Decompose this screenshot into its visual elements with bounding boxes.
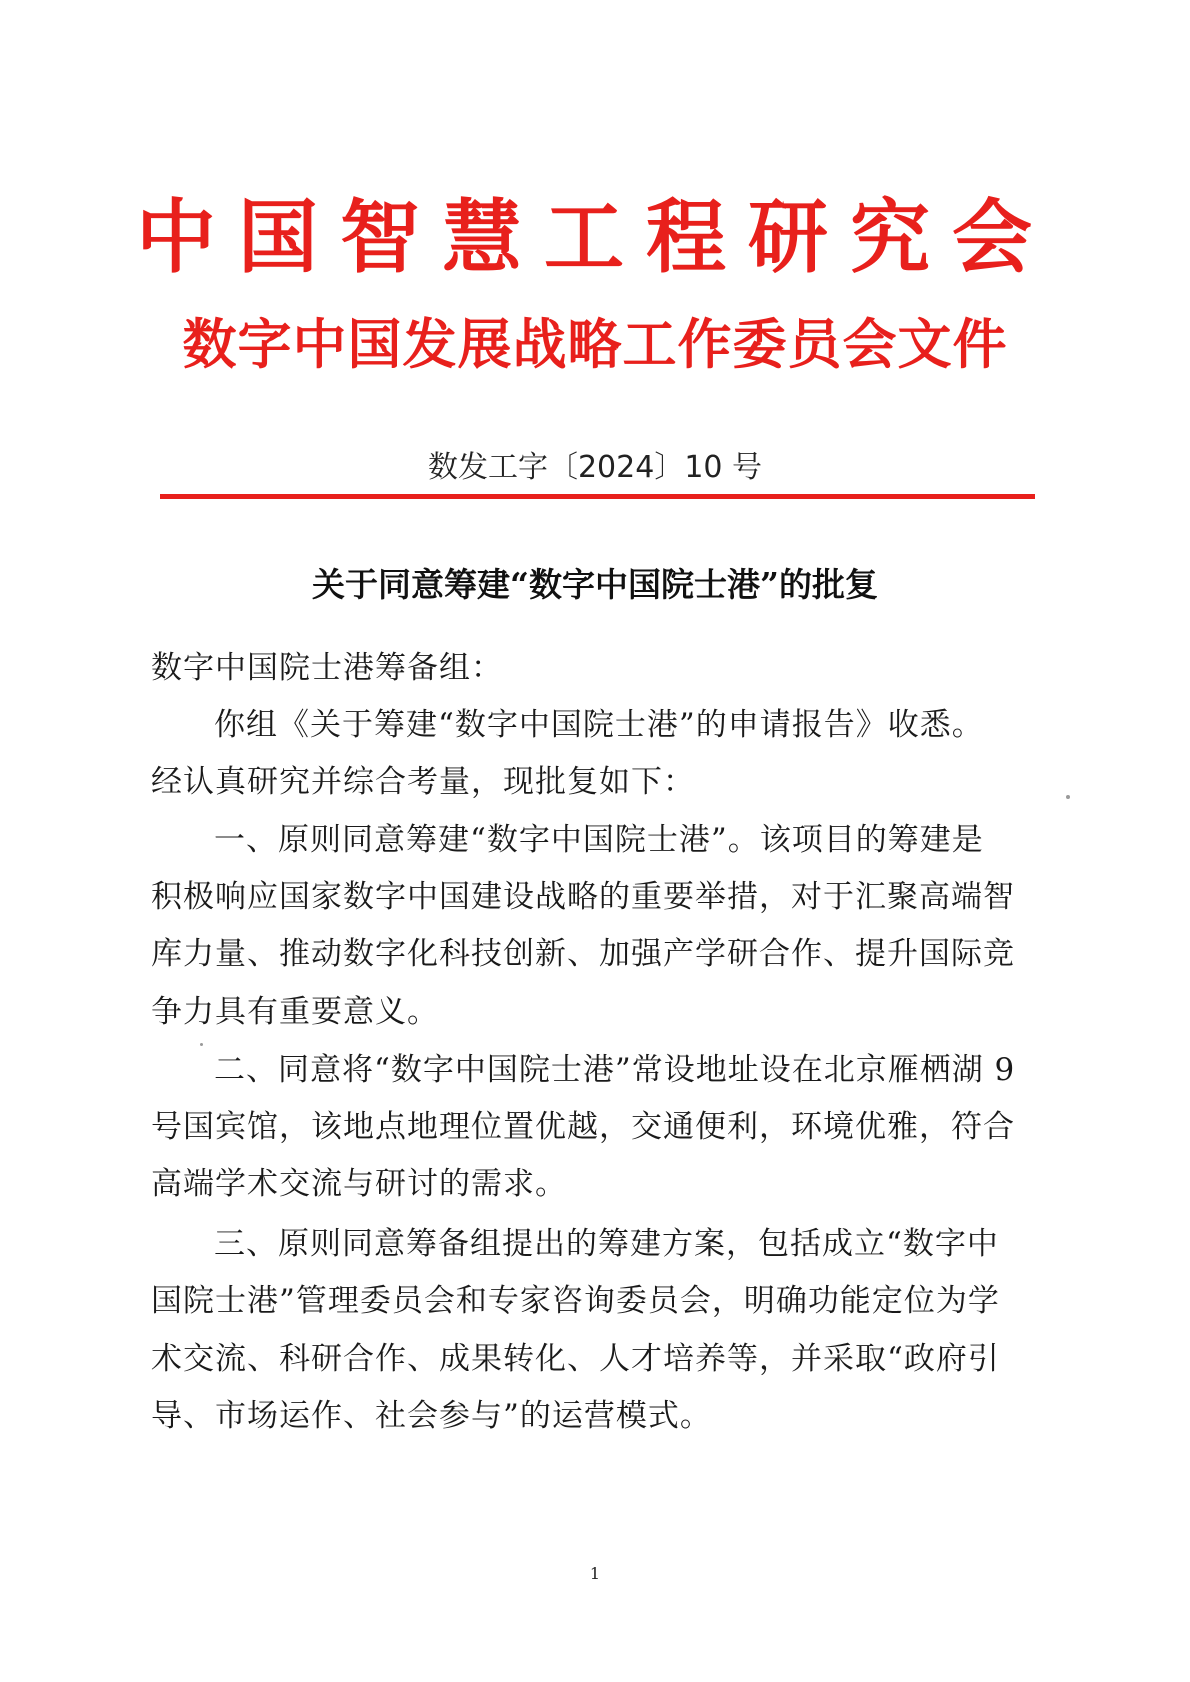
body-line: 国院士港”管理委员会和专家咨询委员会，明确功能定位为学 xyxy=(151,1283,1000,1319)
org-name-heading: 中国智慧工程研究会 xyxy=(136,190,1054,284)
body-line: 积极响应国家数字中国建设战略的重要举措，对于汇聚高端智 xyxy=(151,879,1015,915)
body-line: 二、同意将“数字中国院士港”常设地址设在北京雁栖湖 9 xyxy=(214,1052,1016,1088)
body-line: 你组《关于筹建“数字中国院士港”的申请报告》收悉。 xyxy=(214,707,984,743)
addressee-line: 数字中国院士港筹备组： xyxy=(151,650,503,686)
body-line: 术交流、科研合作、成果转化、人才培养等，并采取“政府引 xyxy=(151,1341,1000,1377)
scan-speck xyxy=(1066,795,1070,799)
body-line: 号国宾馆，该地点地理位置优越，交通便利，环境优雅，符合 xyxy=(151,1109,1015,1145)
red-divider-line xyxy=(160,494,1035,499)
body-line: 库力量、推动数字化科技创新、加强产学研合作、提升国际竞 xyxy=(151,936,1015,972)
body-line: 导、市场运作、社会参与”的运营模式。 xyxy=(151,1398,712,1434)
body-line: 高端学术交流与研讨的需求。 xyxy=(151,1166,567,1202)
committee-file-heading: 数字中国发展战略工作委员会文件 xyxy=(182,312,1008,376)
document-number: 数发工字〔2024〕10 号 xyxy=(427,450,763,485)
body-line: 一、原则同意筹建“数字中国院士港”。该项目的筹建是 xyxy=(214,822,984,858)
body-line: 争力具有重要意义。 xyxy=(151,994,439,1030)
body-line: 经认真研究并综合考量，现批复如下： xyxy=(151,764,695,800)
body-line: 三、原则同意筹备组提出的筹建方案，包括成立“数字中 xyxy=(214,1226,999,1262)
scan-speck xyxy=(200,1043,203,1046)
page-number: 1 xyxy=(589,1564,601,1583)
document-title: 关于同意筹建“数字中国院士港”的批复 xyxy=(312,565,878,604)
